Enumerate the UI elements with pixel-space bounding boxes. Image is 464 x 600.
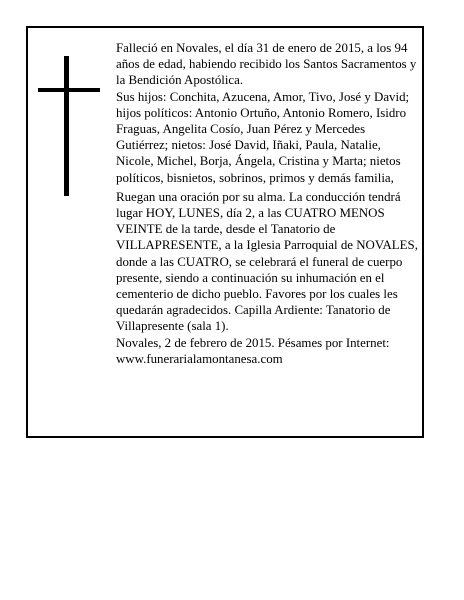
notice-paragraph-family: Sus hijos: Conchita, Azucena, Amor, Tivo, José y David; hijos políticos: Antonio Ortuño, Antonio Romero, Isidro Fraguas, Angelita Cosío, Juan Pérez y Mercedes Gutiérrez; nietos: José David, Iñaki, Paula, Natalie, Nicole, Michel, Borja, Ángela, Cristina y Marta; nietos políticos, bisnietos, sobrinos, primos y demás familia, (116, 89, 410, 185)
cross-vertical-bar (64, 56, 69, 196)
notice-paragraph-death: Falleció en Novales, el día 31 de enero de 2015, a los 94 años de edad, habiendo recibido los Santos Sacramentos y la Bendición Apostólica. (116, 41, 417, 88)
cross-icon (38, 56, 100, 196)
notice-paragraph-funeral: Ruegan una oración por su alma. La conducción tendrá lugar HOY, LUNES, día 2, a las CUATRO MENOS VEINTE de la tarde, desde el Tanatorio de VILLAPRESENTE, a la Iglesia Parroquial de NOVALES, donde a las CUATRO, se celebrará el funeral de cuerpo presente, siendo a continuación su inhumación en el cementerio de dicho pueblo. Favores por los cuales les quedarán agradecidos. Capilla Ardiente: Tanatorio de Villapresente (sala 1). (116, 189, 418, 334)
notice-text (116, 40, 418, 367)
notice-paragraph-closing: Novales, 2 de febrero de 2015. Pésames por Internet: www.funerarialamontanesa.com (116, 335, 390, 366)
obituary-notice (26, 26, 424, 438)
cross-horizontal-bar (38, 88, 100, 92)
